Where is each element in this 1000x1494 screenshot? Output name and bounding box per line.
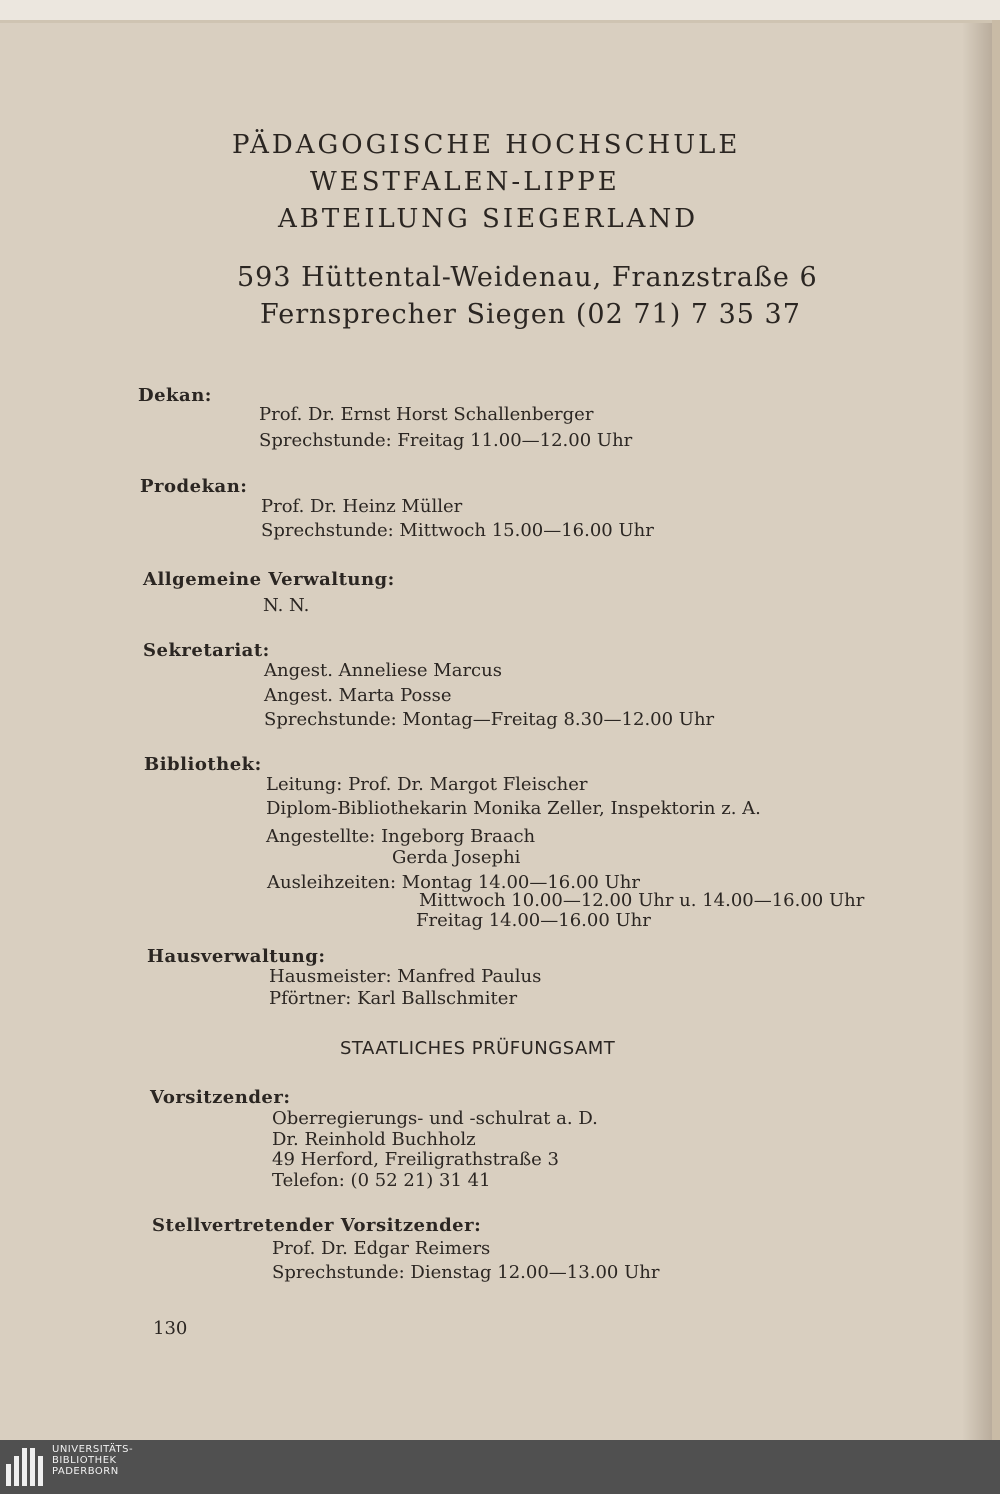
library-footer bbox=[0, 1440, 1000, 1494]
institution-title-line3: ABTEILUNG SIEGERLAND bbox=[278, 204, 699, 234]
library-logo-line3: PADERBORN bbox=[52, 1466, 119, 1477]
prodekan-label: Prodekan: bbox=[140, 476, 248, 497]
sekretariat-person2: Angest. Marta Posse bbox=[264, 685, 452, 706]
bibliothek-ausleih-montag: Ausleihzeiten: Montag 14.00—16.00 Uhr bbox=[267, 872, 640, 893]
bibliothek-ausleih-mittwoch: Mittwoch 10.00—12.00 Uhr u. 14.00—16.00 Uhr bbox=[419, 890, 865, 911]
library-logo-icon bbox=[6, 1448, 44, 1486]
vorsitzender-title: Oberregierungs- und -schulrat a. D. bbox=[272, 1108, 598, 1129]
vorsitzender-label: Vorsitzender: bbox=[150, 1087, 291, 1108]
stellvertreter-label: Stellvertretender Vorsitzender: bbox=[152, 1215, 482, 1236]
bibliothek-angestellte2: Gerda Josephi bbox=[392, 847, 521, 868]
pruefungsamt-title: STAATLICHES PRÜFUNGSAMT bbox=[340, 1038, 616, 1059]
library-logo-line2: BIBLIOTHEK bbox=[52, 1455, 117, 1466]
dekan-hours: Sprechstunde: Freitag 11.00—12.00 Uhr bbox=[259, 430, 633, 451]
vorsitzender-address: 49 Herford, Freiligrathstraße 3 bbox=[272, 1149, 560, 1170]
prodekan-name: Prof. Dr. Heinz Müller bbox=[261, 496, 463, 517]
page-edge bbox=[992, 20, 1000, 1440]
vorsitzender-name: Dr. Reinhold Buchholz bbox=[272, 1129, 476, 1150]
institution-title-line2: WESTFALEN-LIPPE bbox=[310, 167, 620, 197]
sekretariat-person1: Angest. Anneliese Marcus bbox=[264, 660, 502, 681]
prodekan-hours: Sprechstunde: Mittwoch 15.00—16.00 Uhr bbox=[261, 520, 654, 541]
dekan-name: Prof. Dr. Ernst Horst Schallenberger bbox=[259, 404, 594, 425]
hausmeister: Hausmeister: Manfred Paulus bbox=[269, 966, 542, 987]
bibliothek-label: Bibliothek: bbox=[144, 754, 262, 775]
hausverwaltung-label: Hausverwaltung: bbox=[147, 946, 326, 967]
stellvertreter-hours: Sprechstunde: Dienstag 12.00—13.00 Uhr bbox=[272, 1262, 660, 1283]
vorsitzender-phone: Telefon: (0 52 21) 31 41 bbox=[272, 1170, 491, 1191]
library-logo-text bbox=[52, 1444, 133, 1477]
bibliothek-leitung: Leitung: Prof. Dr. Margot Fleischer bbox=[266, 774, 588, 795]
dekan-label: Dekan: bbox=[138, 385, 212, 406]
sekretariat-label: Sekretariat: bbox=[143, 640, 270, 661]
page-number: 130 bbox=[153, 1318, 188, 1339]
bibliothek-angestellte: Angestellte: Ingeborg Braach bbox=[266, 826, 536, 847]
verwaltung-name: N. N. bbox=[263, 595, 310, 616]
pfoertner: Pförtner: Karl Ballschmiter bbox=[269, 988, 518, 1009]
address-line: 593 Hüttental-Weidenau, Franzstraße 6 bbox=[237, 262, 818, 293]
library-logo-line1: UNIVERSITÄTS- bbox=[52, 1444, 134, 1455]
bibliothek-ausleih-freitag: Freitag 14.00—16.00 Uhr bbox=[416, 910, 651, 931]
phone-line: Fernsprecher Siegen (02 71) 7 35 37 bbox=[260, 299, 801, 330]
sekretariat-hours: Sprechstunde: Montag—Freitag 8.30—12.00 Uhr bbox=[264, 709, 715, 730]
verwaltung-label: Allgemeine Verwaltung: bbox=[143, 569, 395, 590]
stellvertreter-name: Prof. Dr. Edgar Reimers bbox=[272, 1238, 491, 1259]
bibliothek-diplom: Diplom-Bibliothekarin Monika Zeller, Inspektorin z. A. bbox=[266, 798, 761, 819]
institution-title-line1: PÄDAGOGISCHE HOCHSCHULE bbox=[232, 130, 741, 160]
